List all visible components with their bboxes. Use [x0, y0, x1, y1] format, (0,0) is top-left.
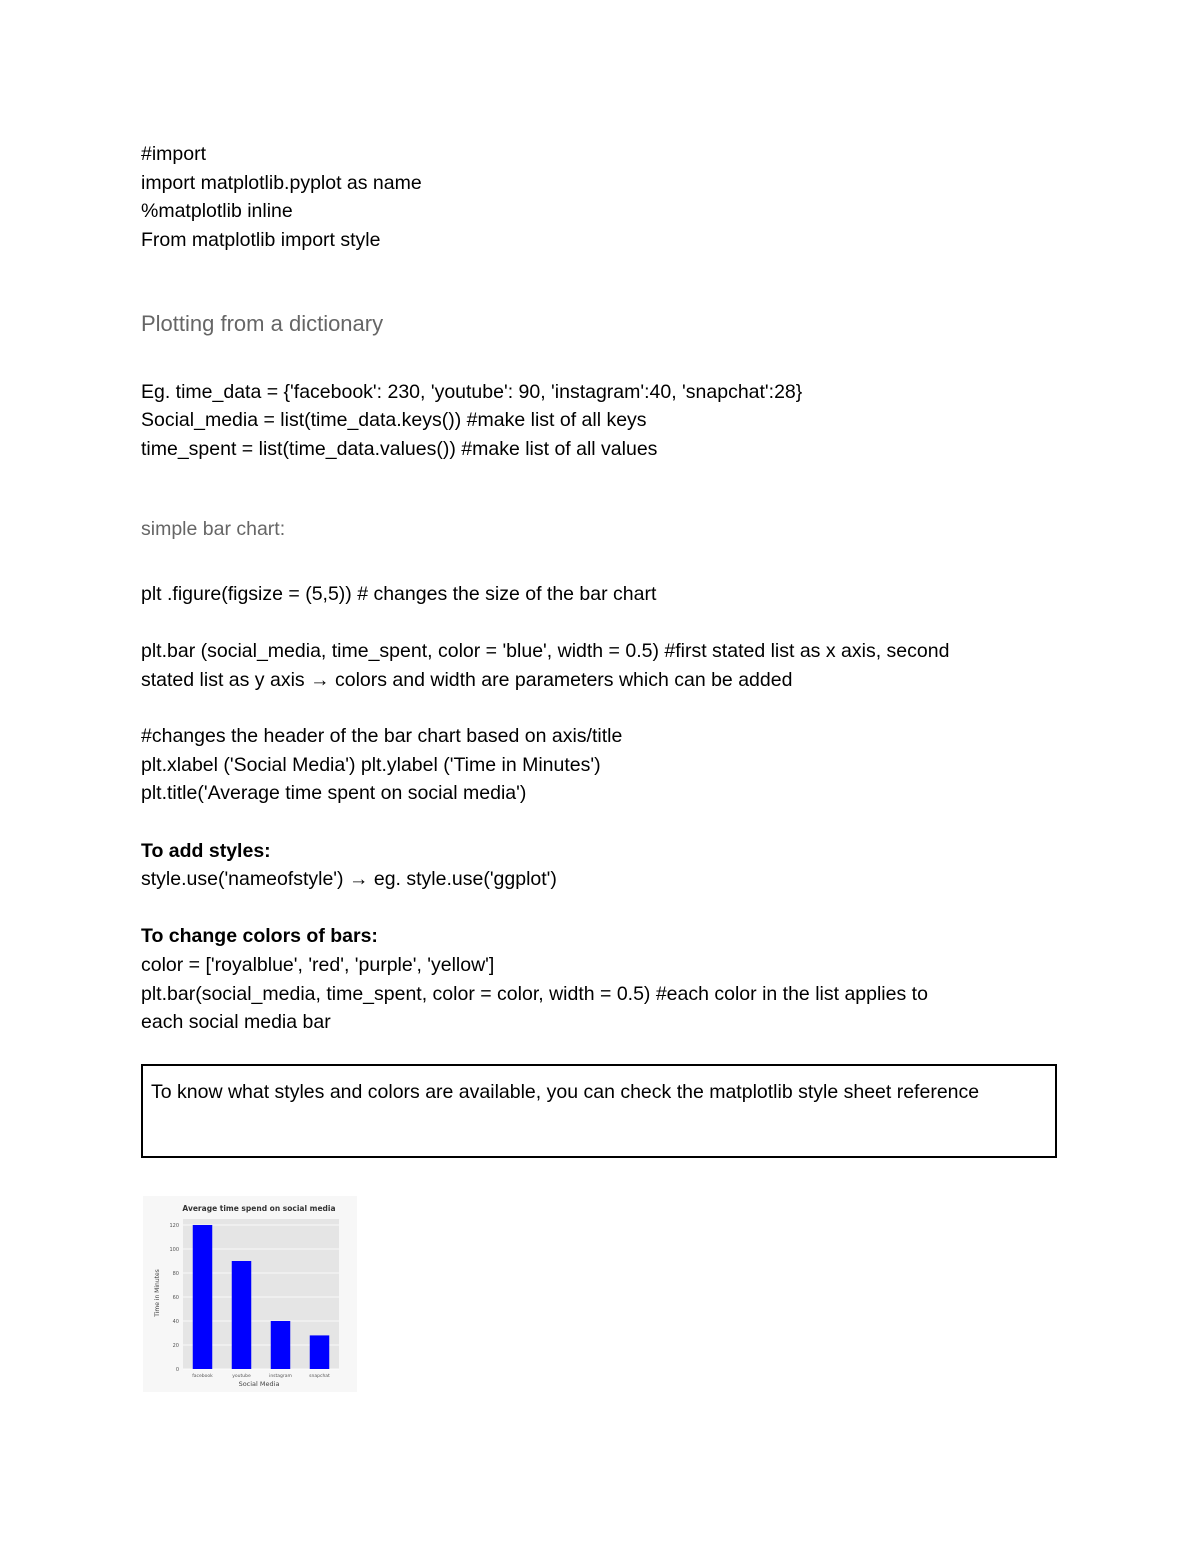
y-tick-label: 100: [169, 1247, 179, 1253]
bar-chart-svg: [143, 1196, 357, 1392]
x-axis-label: Social Media: [238, 1380, 280, 1388]
import-pyplot-line: import matplotlib.pyplot as name: [141, 172, 422, 194]
bar-line-1: plt.bar (social_media, time_spent, color = 'blue', width = 0.5) #first stated list as x axis, second: [141, 640, 950, 662]
chart-title: Average time spend on social media: [182, 1204, 336, 1213]
y-tick-label: 60: [172, 1295, 179, 1301]
colors-heading: To change colors of bars:: [141, 925, 378, 947]
style-use-line: style.use('nameofstyle') → eg. style.use('ggplot'): [141, 868, 557, 890]
y-tick-label: 80: [172, 1271, 179, 1277]
y-tick-label: 0: [175, 1367, 179, 1373]
bar-youtube: [232, 1261, 252, 1369]
x-tick-label: facebook: [192, 1374, 213, 1379]
y-axis-label: Time in Minutes: [154, 1269, 161, 1317]
y-tick-label: 40: [172, 1319, 179, 1325]
note-box: [141, 1064, 1057, 1158]
note-text: To know what styles and colors are available, you can check the matplotlib style sheet reference: [151, 1081, 980, 1103]
label-line: plt.xlabel ('Social Media') plt.ylabel ('Time in Minutes'): [141, 754, 601, 776]
y-tick-label: 20: [172, 1343, 179, 1349]
values-list-line: time_spent = list(time_data.values()) #make list of all values: [141, 438, 658, 460]
y-tick-label: 120: [169, 1223, 179, 1229]
dictionary-heading: Plotting from a dictionary: [141, 311, 384, 336]
matplotlib-inline-line: %matplotlib inline: [141, 200, 293, 222]
figure-line: plt .figure(figsize = (5,5)) # changes the size of the bar chart: [141, 583, 657, 605]
bar-facebook: [193, 1225, 213, 1369]
bar-chart-heading: simple bar chart:: [141, 518, 286, 540]
import-comment: #import: [141, 143, 207, 165]
header-comment: #changes the header of the bar chart based on axis/title: [141, 725, 623, 747]
bar-instagram: [271, 1321, 291, 1369]
x-tick-label: instagram: [269, 1374, 292, 1379]
bar-chart-figure: [143, 1196, 357, 1392]
bar-line-2: stated list as y axis → colors and width are parameters which can be added: [141, 669, 793, 691]
x-tick-label: youtube: [232, 1374, 251, 1379]
color-bar-line-1: plt.bar(social_media, time_spent, color = color, width = 0.5) #each color in the list applies to: [141, 983, 928, 1005]
color-bar-line-2: each social media bar: [141, 1011, 331, 1033]
x-tick-label: snapchat: [309, 1374, 330, 1379]
dictionary-example-line: Eg. time_data = {'facebook': 230, 'youtube': 90, 'instagram':40, 'snapchat':28}: [141, 381, 803, 403]
keys-list-line: Social_media = list(time_data.keys()) #make list of all keys: [141, 409, 647, 431]
bar-snapchat: [310, 1335, 330, 1369]
title-line: plt.title('Average time spent on social media'): [141, 782, 527, 804]
styles-heading: To add styles:: [141, 840, 271, 862]
import-style-line: From matplotlib import style: [141, 229, 381, 251]
color-list-line: color = ['royalblue', 'red', 'purple', 'yellow']: [141, 954, 495, 976]
